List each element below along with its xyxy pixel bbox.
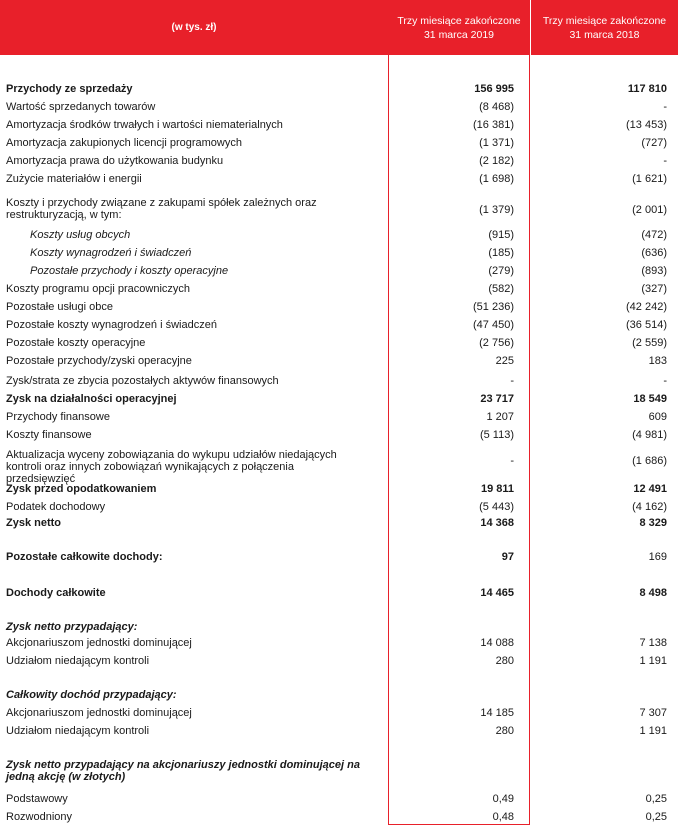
value-2019: (16 381) xyxy=(473,119,514,131)
table-row xyxy=(0,155,678,169)
row-label: Zysk netto przypadający na akcjonariuszy jednostki dominującej na jedną akcję (w złotych) xyxy=(6,759,360,783)
value-2018: (327) xyxy=(641,283,667,295)
table-row xyxy=(0,811,678,825)
table-row xyxy=(0,793,678,807)
value-2019: (1 698) xyxy=(479,173,514,185)
value-2018: 0,25 xyxy=(645,793,667,805)
table-row xyxy=(0,375,678,389)
value-2018: (2 559) xyxy=(632,337,667,349)
table-header xyxy=(0,0,678,55)
row-label: Udziałom niedającym kontroli xyxy=(6,725,150,737)
table-row xyxy=(0,355,678,369)
value-2018: 117 810 xyxy=(627,83,667,95)
value-2018: (2 001) xyxy=(632,203,667,216)
value-2019: 14 185 xyxy=(480,707,514,719)
row-label: Zużycie materiałów i energii xyxy=(6,173,142,185)
value-2019: (2 756) xyxy=(479,337,514,349)
row-label: Wartość sprzedanych towarów xyxy=(6,101,156,113)
row-label: Udziałom niedającym kontroli xyxy=(6,655,150,667)
value-2019: 97 xyxy=(501,551,514,563)
row-label: Akcjonariuszom jednostki dominującej xyxy=(6,637,192,649)
value-2018: 1 191 xyxy=(639,655,667,667)
value-2018: (472) xyxy=(641,229,667,241)
value-2018: (893) xyxy=(641,265,667,277)
value-2018: 12 491 xyxy=(633,483,667,495)
value-2018: 8 329 xyxy=(639,517,667,529)
row-label: Koszty finansowe xyxy=(6,429,92,441)
value-2019: 23 717 xyxy=(480,393,514,405)
value-2019: - xyxy=(510,455,514,467)
table-row xyxy=(0,83,678,97)
table-row xyxy=(0,655,678,669)
value-2019: 280 xyxy=(495,655,514,667)
value-2018: 1 191 xyxy=(639,725,667,737)
value-2019: 14 368 xyxy=(480,517,514,529)
row-label: Pozostałe usługi obce xyxy=(6,301,114,313)
table-row xyxy=(0,393,678,407)
table-row xyxy=(0,229,678,243)
table-row xyxy=(0,587,678,601)
row-label: Koszty i przychody związane z zakupami spółek zależnych oraz restrukturyzacją, w tym: xyxy=(6,197,317,221)
table-row xyxy=(0,337,678,351)
row-label: Podatek dochodowy xyxy=(6,501,106,513)
value-2018: 8 498 xyxy=(639,587,667,599)
column-header-2019-line2: 31 marca 2019 xyxy=(423,28,495,41)
value-2019: 14 088 xyxy=(480,637,514,649)
value-2019: (5 113) xyxy=(479,429,514,441)
table-row xyxy=(0,119,678,133)
row-label: Zysk/strata ze zbycia pozostałych aktywów finansowych xyxy=(6,375,279,387)
value-2018: 183 xyxy=(648,355,667,367)
column-header-2019-line1: Trzy miesiące zakończone xyxy=(397,14,521,27)
row-label: Koszty programu opcji pracowniczych xyxy=(6,283,191,295)
value-2018: 609 xyxy=(648,411,667,423)
value-2018: (636) xyxy=(641,247,667,259)
row-label: Akcjonariuszom jednostki dominującej xyxy=(6,707,192,719)
table-row xyxy=(0,483,678,497)
table-row xyxy=(0,319,678,333)
table-row xyxy=(0,247,678,261)
table-row xyxy=(0,265,678,279)
row-label: Przychody finansowe xyxy=(6,411,110,423)
row-label: Amortyzacja środków trwałych i wartości niematerialnych xyxy=(6,119,283,131)
row-label: Zysk przed opodatkowaniem xyxy=(6,483,157,495)
value-2019: 19 811 xyxy=(480,483,514,495)
table-row xyxy=(0,429,678,443)
unit-label: (w tys. zł) xyxy=(171,21,217,33)
value-2019: (279) xyxy=(488,265,514,277)
value-2018: (4 981) xyxy=(632,429,667,441)
table-row xyxy=(0,283,678,297)
value-2019: (185) xyxy=(488,247,514,259)
value-2018: (1 686) xyxy=(632,455,667,467)
table-row xyxy=(0,449,678,485)
value-2019: 0,48 xyxy=(492,811,514,823)
value-2019: 1 207 xyxy=(486,411,514,423)
row-label: Koszty usług obcych xyxy=(30,229,131,241)
row-label: Koszty wynagrodzeń i świadczeń xyxy=(30,247,192,259)
column-highlight-top xyxy=(388,0,530,55)
table-row xyxy=(0,759,678,789)
row-label: Amortyzacja prawa do użytkowania budynku xyxy=(6,155,224,167)
table-row xyxy=(0,621,678,635)
value-2019: 156 995 xyxy=(474,83,514,95)
table-row xyxy=(0,501,678,515)
value-2018: (1 621) xyxy=(632,173,667,185)
row-label: Amortyzacja zakupionych licencji programowych xyxy=(6,137,242,149)
value-2019: (5 443) xyxy=(479,501,514,513)
value-2018: 0,25 xyxy=(645,811,667,823)
row-label: Podstawowy xyxy=(6,793,68,805)
row-label: Całkowity dochód przypadający: xyxy=(6,689,177,701)
value-2019: (8 468) xyxy=(479,101,514,113)
column-header-2018-line2: 31 marca 2018 xyxy=(569,28,640,41)
value-2018: 169 xyxy=(648,551,667,563)
table-row xyxy=(0,551,678,565)
value-2019: (1 379) xyxy=(479,203,514,216)
row-label: Przychody ze sprzedaży xyxy=(6,83,133,95)
value-2019: (1 371) xyxy=(479,137,514,149)
row-label: Pozostałe koszty operacyjne xyxy=(6,337,146,349)
table-row xyxy=(0,517,678,531)
value-2019: (582) xyxy=(488,283,514,295)
table-row xyxy=(0,725,678,739)
table-row xyxy=(0,101,678,115)
table-row xyxy=(0,707,678,721)
row-label: Rozwodniony xyxy=(6,811,73,823)
table-row xyxy=(0,137,678,151)
value-2019: 0,49 xyxy=(492,793,514,805)
value-2018: (36 514) xyxy=(626,319,667,331)
value-2019: (915) xyxy=(488,229,514,241)
row-label: Pozostałe całkowite dochody: xyxy=(6,551,163,563)
table-row xyxy=(0,173,678,187)
row-label: Pozostałe przychody i koszty operacyjne xyxy=(30,265,229,277)
value-2018: - xyxy=(663,155,667,167)
value-2018: - xyxy=(663,101,667,113)
value-2018: (42 242) xyxy=(626,301,667,313)
value-2018: 18 549 xyxy=(633,393,667,405)
row-label: Dochody całkowite xyxy=(6,587,106,599)
column-header-2018-line1: Trzy miesiące zakończone xyxy=(542,14,667,27)
column-header-2018 xyxy=(531,0,678,55)
row-label: Zysk netto przypadający: xyxy=(6,621,138,633)
table-row xyxy=(0,301,678,315)
value-2019: (51 236) xyxy=(473,301,514,313)
row-label: Zysk na działalności operacyjnej xyxy=(6,393,177,405)
value-2018: 7 138 xyxy=(639,637,667,649)
value-2018: 7 307 xyxy=(639,707,667,719)
value-2018: (13 453) xyxy=(626,119,667,131)
value-2018: (727) xyxy=(641,137,667,149)
value-2019: 280 xyxy=(495,725,514,737)
value-2019: (47 450) xyxy=(473,319,514,331)
value-2018: - xyxy=(663,375,667,387)
row-label: Aktualizacja wyceny zobowiązania do wykupu udziałów niedających kontroli oraz innych zobowiązań wynikających z połączenia przedsięwzięć xyxy=(6,449,337,485)
value-2019: (2 182) xyxy=(479,155,514,167)
row-label: Pozostałe koszty wynagrodzeń i świadczeń xyxy=(6,319,217,331)
table-row xyxy=(0,637,678,651)
value-2019: 225 xyxy=(495,355,514,367)
value-2019: - xyxy=(510,375,514,387)
value-2018: (4 162) xyxy=(632,501,667,513)
table-row xyxy=(0,411,678,425)
table-row xyxy=(0,197,678,223)
value-2019: 14 465 xyxy=(480,587,514,599)
row-label: Zysk netto xyxy=(6,517,62,529)
row-label: Pozostałe przychody/zyski operacyjne xyxy=(6,355,192,367)
table-row xyxy=(0,689,678,703)
